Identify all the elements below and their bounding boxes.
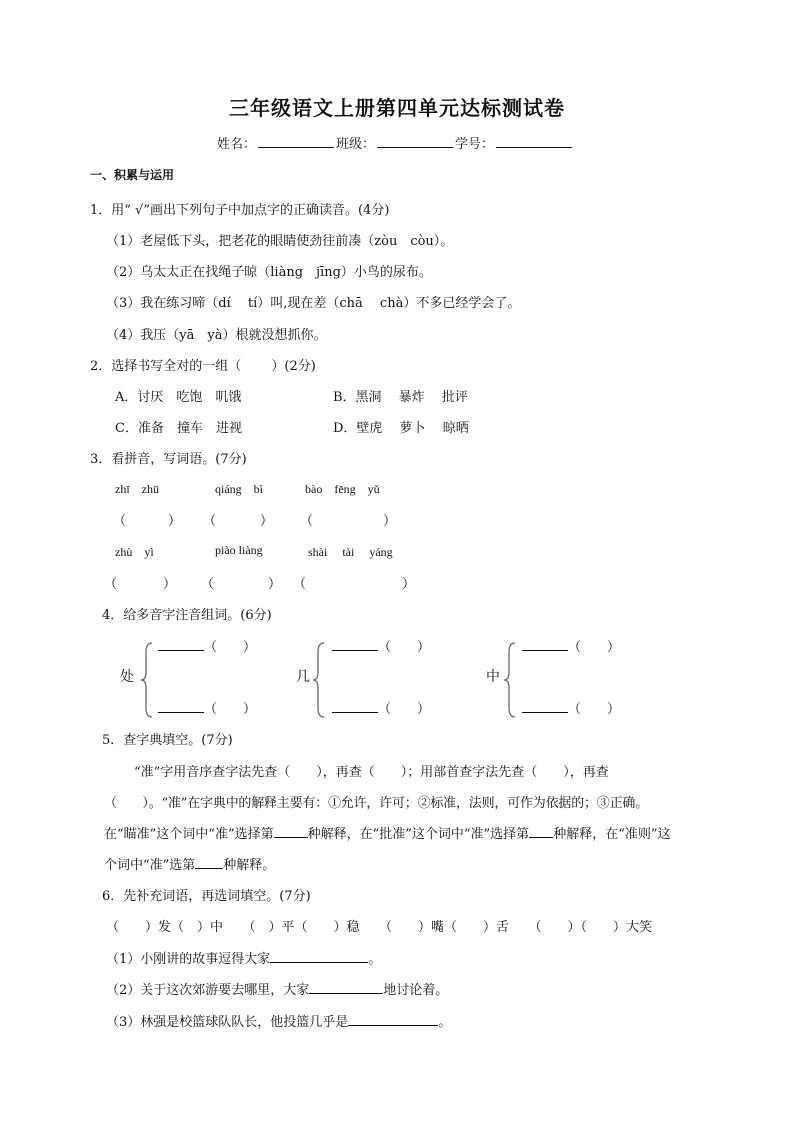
q5-blank[interactable] (274, 825, 308, 838)
q4-answer-row[interactable]: （ ） (332, 636, 430, 655)
section-heading: 一、积累与运用 (90, 168, 175, 182)
q6-idioms[interactable]: （ ）发（ ）中 （ ）平（ ）稳 （ ）嘴（ ）舌 （ ）（ ）大笑 (106, 920, 653, 935)
q3-answer-box[interactable]: （ ） (201, 577, 282, 592)
polyphone-char: 处 (120, 669, 134, 685)
q6-blank[interactable] (309, 981, 383, 994)
q5-line: “准”字用音序查字法先查（ ），再查（ ）；用部首查字法先查（ ），再查 (134, 765, 609, 780)
polyphone-char: 几 (296, 669, 310, 685)
brace-icon (503, 642, 517, 718)
q4-answer-row[interactable]: （ ） (332, 698, 430, 717)
q2-stem: 2．选择书写全对的一组（ ）(2分) (90, 359, 316, 374)
q1-item: （4）我压（yā yà）根就没想抓你。 (106, 328, 327, 343)
q6-stem: 6．先补充词语，再选词填空。(7分) (102, 889, 311, 904)
q3-pinyin: zhù yì (115, 545, 154, 559)
q3-pinyin: qiáng bì (215, 482, 263, 496)
q6-item: （3）林强是校篮球队队长，他投篮几乎是 。 (106, 1015, 452, 1030)
q1-item: （2）乌太太正在找绳子晾（liàng jīng）小鸟的尿布。 (106, 265, 432, 280)
class-blank[interactable] (377, 135, 453, 148)
q5-stem: 5．查字典填空。(7分) (102, 733, 233, 748)
q3-answer-box[interactable]: （ ） (300, 514, 397, 529)
id-blank[interactable] (496, 135, 572, 148)
q5-blank[interactable] (195, 856, 223, 869)
q6-blank[interactable] (270, 950, 368, 963)
q3-pinyin: shài tài yáng (308, 545, 393, 559)
q1-stem: 1．用“ √”画出下列句子中加点字的正确读音。(4分) (90, 203, 390, 218)
q4-answer-row[interactable]: （ ） (522, 636, 620, 655)
q4-answer-row[interactable]: （ ） (522, 698, 620, 717)
name-blank[interactable] (258, 135, 334, 148)
q3-answer-box[interactable]: （ ） (104, 577, 177, 592)
q3-pinyin: zhī zhū (115, 482, 159, 496)
polyphone-char: 中 (486, 669, 500, 685)
q3-stem: 3．看拼音，写词语。(7分) (90, 452, 247, 467)
q6-item: （2）关于这次郊游要去哪里，大家 地讨论着。 (106, 983, 449, 998)
q3-answer-box[interactable]: （ ） (203, 514, 274, 529)
q5-blank[interactable] (529, 825, 553, 838)
q6-blank[interactable] (348, 1013, 438, 1026)
q2-option-b[interactable]: B．黑洞 暴炸 批评 (333, 390, 468, 405)
q3-pinyin: bào fēng yǔ (305, 482, 380, 496)
q6-item: （1）小刚讲的故事逗得大家 。 (106, 952, 382, 967)
q2-option-d[interactable]: D．壁虎 萝卜 晾晒 (333, 421, 469, 436)
q2-option-c[interactable]: C．准备 撞车 进视 (115, 421, 242, 436)
q4-answer-row[interactable]: （ ） (158, 698, 256, 717)
q1-item: （1）老屋低下头，把老花的眼睛使劲往前凑（zòu còu）。 (106, 234, 454, 249)
q5-line: （ ）。“准”在字典中的解释主要有：①允许，许可；②标准，法则，可作为依据的；③正确。 (104, 796, 648, 811)
q3-answer-box[interactable]: （ ） (293, 577, 416, 592)
id-label: 学号： (455, 137, 495, 152)
name-label: 姓名： (217, 137, 257, 152)
student-info (217, 133, 574, 152)
q3-pinyin: piào liàng (215, 543, 263, 557)
class-label: 班级： (336, 137, 376, 152)
brace-icon (140, 642, 154, 718)
q2-option-a[interactable]: A．讨厌 吃饱 叽饿 (115, 390, 242, 405)
q3-answer-box[interactable]: （ ） (113, 514, 182, 529)
q4-stem: 4．给多音字注音组词。(6分) (102, 608, 272, 623)
q5-line: 个词中“准”选第 种解释。 (104, 858, 276, 873)
q1-item: （3）我在练习啼（dí tí）叫,现在差（chā chà）不多已经学会了。 (106, 296, 521, 311)
q5-line: 在“瞄准”这个词中“准”选择第 种解释，在“批准”这个词中“准”选择第 种解释，在“准则”这 (104, 827, 671, 842)
page-title: 三年级语文上册第四单元达标测试卷 (229, 96, 565, 120)
brace-icon (312, 642, 326, 718)
q4-answer-row[interactable]: （ ） (158, 636, 256, 655)
